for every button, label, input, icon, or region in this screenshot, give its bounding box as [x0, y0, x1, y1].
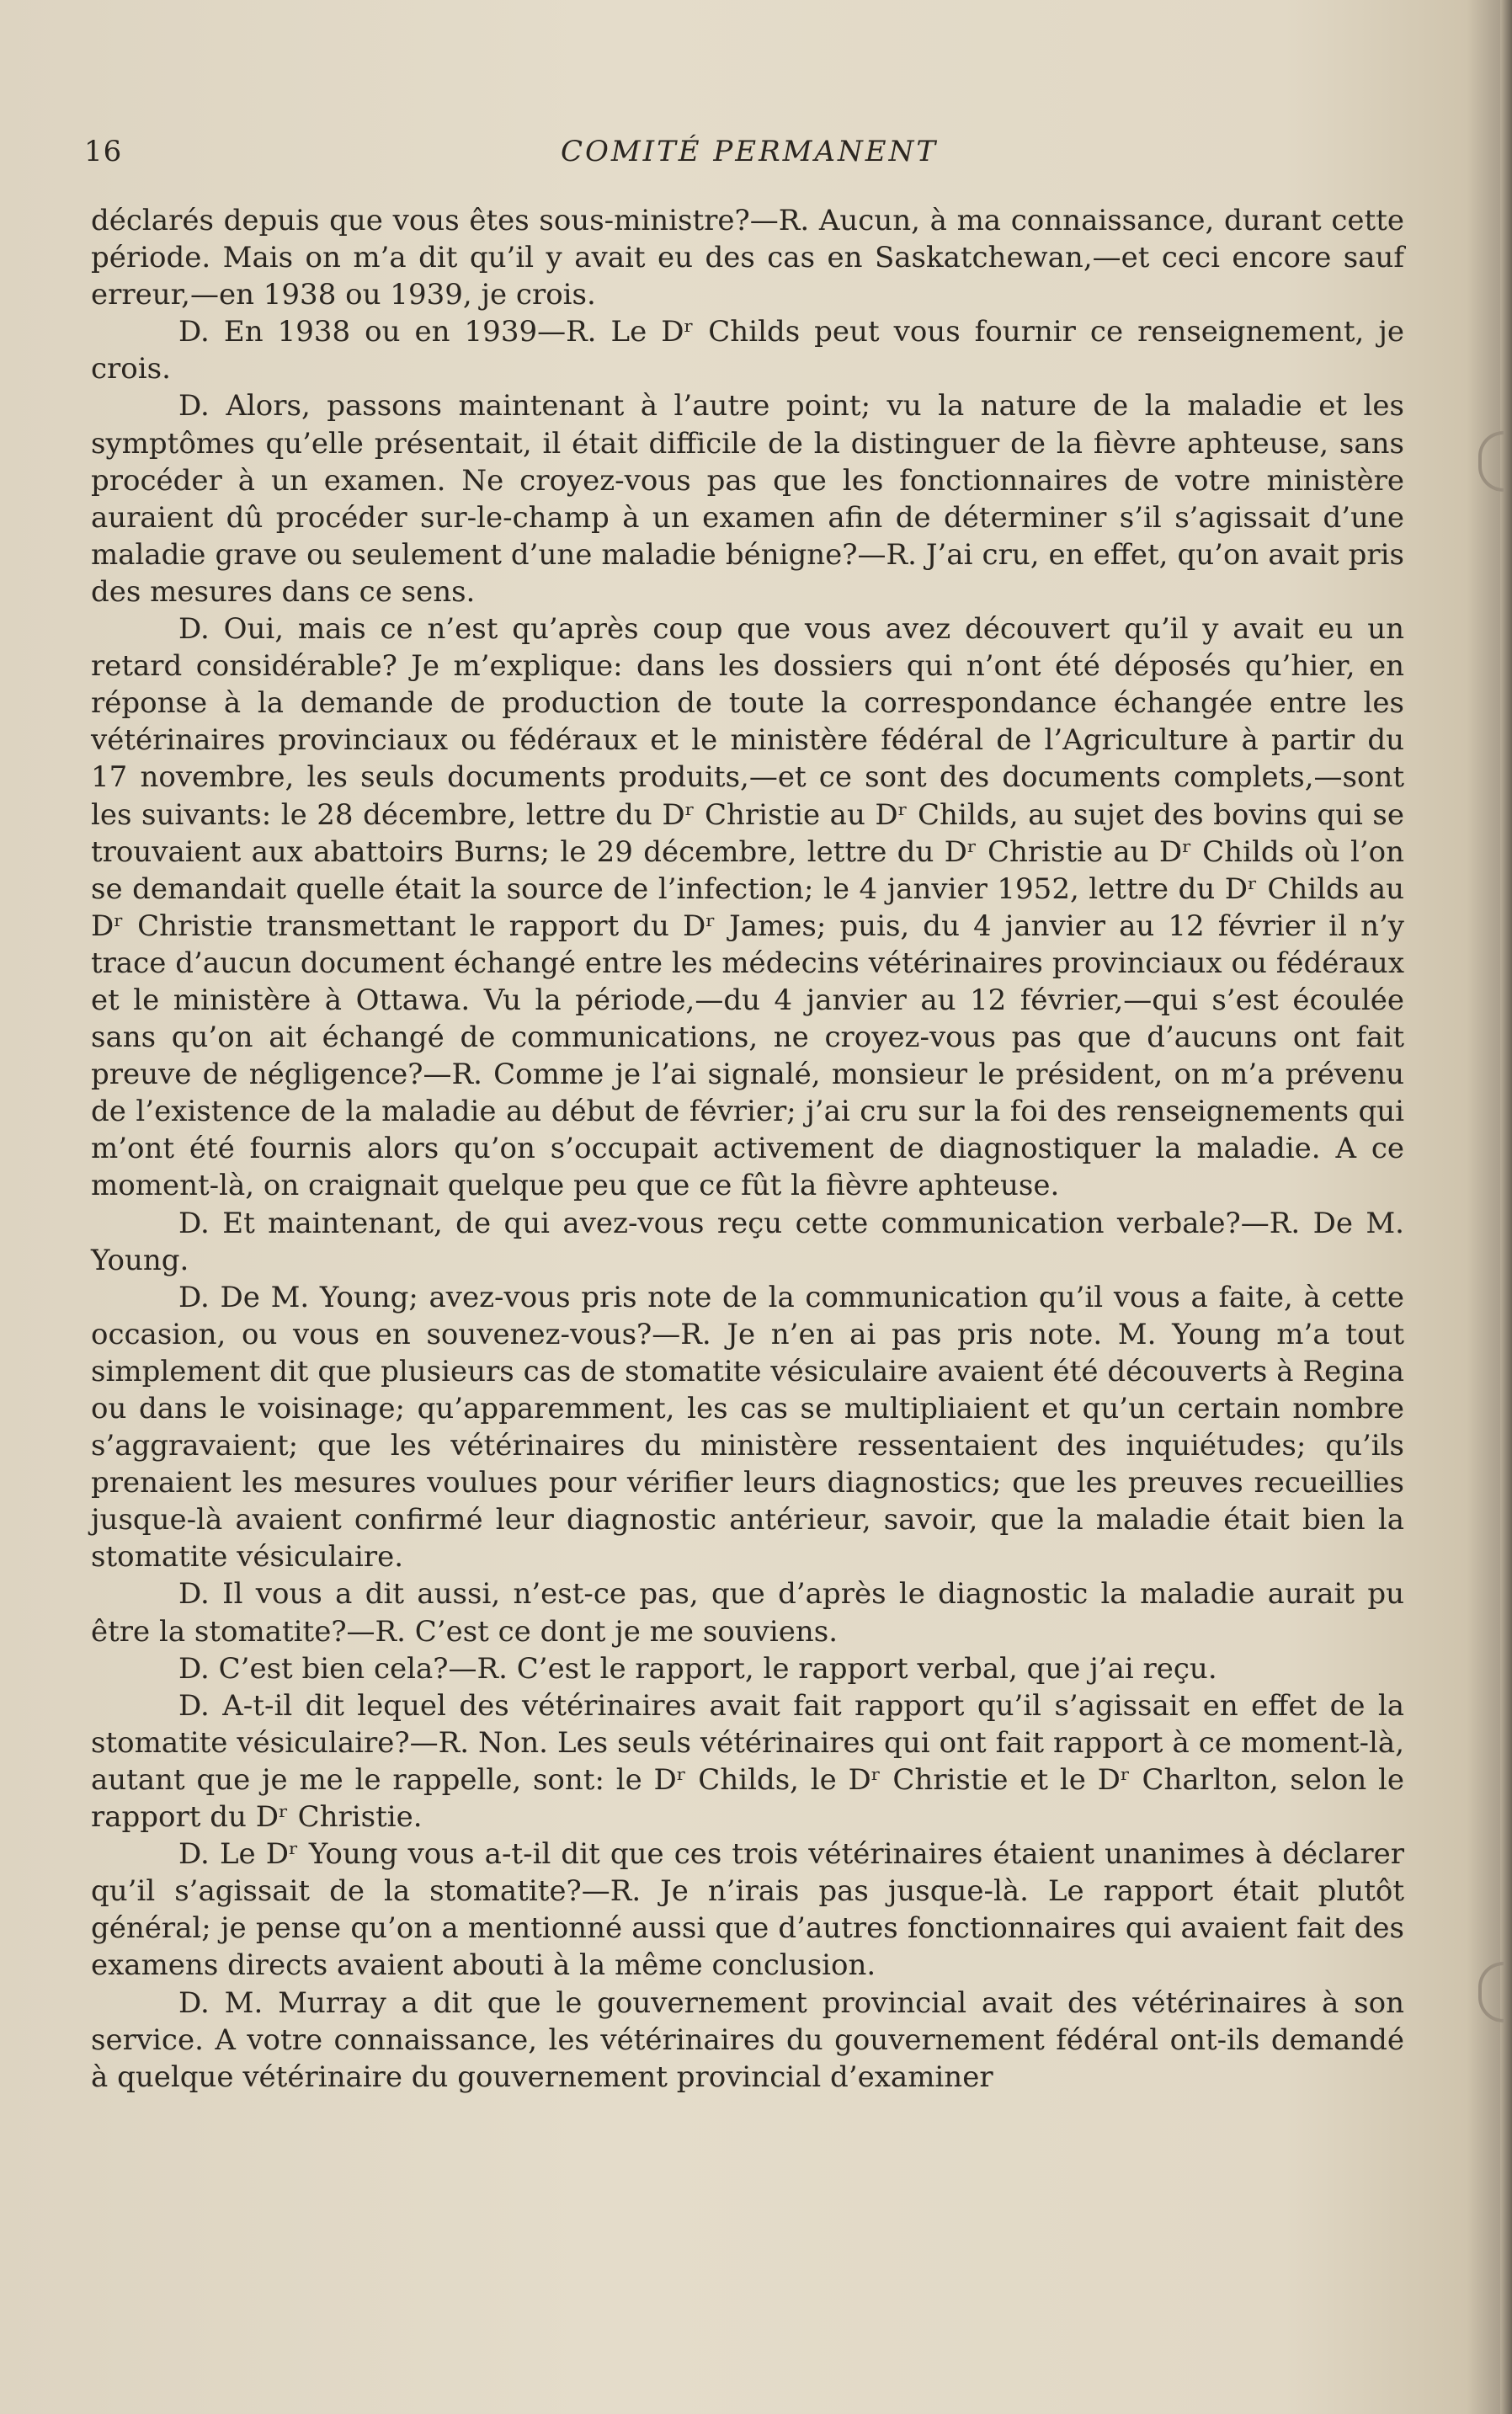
page-edge-shadow [1500, 0, 1512, 2414]
document-body [91, 202, 1404, 2096]
paragraph: D. C’est bien cela?—R. C’est le rapport, le rapport verbal, que j’ai reçu. [178, 1651, 1217, 1686]
running-title: COMITÉ PERMANENT [560, 135, 939, 168]
paragraph: D. Et maintenant, de qui avez-vous reçu cette communication verbale?—R. De M. Young. [91, 1206, 1404, 1277]
paragraph: déclarés depuis que vous êtes sous-ministre?—R. Aucun, à ma connaissance, durant cette période. Mais on m’a dit qu’il y avait eu des cas en Saskatchewan,—et ceci encore sauf erreur,—en 1938 ou 1939, je crois. [91, 204, 1404, 312]
paragraph: D. A-t-il dit lequel des vétérinaires avait fait rapport qu’il s’agissait en effet de la stomatite vésiculaire?—R. Non. Les seuls vétérinaires qui ont fait rapport à ce moment-là, autant que je me le rappelle, sont: le Dʳ Childs, le Dʳ Christie et le Dʳ Charlton, selon le rapport du Dʳ Christie. [91, 1688, 1404, 1835]
page-number: 16 [84, 135, 123, 168]
page-header [84, 135, 1414, 175]
paragraph: D. Le Dʳ Young vous a-t-il dit que ces trois vétérinaires étaient unanimes à déclarer qu’il s’agissait de la stomatite?—R. Je n’irais pas jusque-là. Le rapport était plutôt général; je pense qu’on a mentionné aussi que d’autres fonctionnaires qui avaient fait des examens directs avaient abouti à la même conclusion. [91, 1837, 1404, 1983]
paragraph: D. Alors, passons maintenant à l’autre point; vu la nature de la maladie et les symptômes qu’elle présentait, il était difficile de la distinguer de la fièvre aphteuse, sans procéder à un examen. Ne croyez-vous pas que les fonctionnaires de votre ministère auraient dû procéder sur-le-champ à un examen afin de déterminer s’il s’agissait d’une maladie grave ou seulement d’une maladie bénigne?—R. J’ai cru, en effet, qu’on avait pris des mesures dans ce sens. [91, 389, 1404, 609]
paragraph: D. En 1938 ou en 1939—R. Le Dʳ Childs peut vous fournir ce renseignement, je crois. [91, 315, 1404, 386]
paragraph: D. Oui, mais ce n’est qu’après coup que vous avez découvert qu’il y avait eu un retard considérable? Je m’explique: dans les dossiers qui n’ont été déposés qu’hier, en réponse à la demande de production de toute la correspondance échangée entre les vétérinaires provinciaux ou fédéraux et le ministère fédéral de l’Agriculture à partir du 17 novembre, les seuls documents produits,—et ce sont des documents complets,—sont les suivants: le 28 décembre, lettre du Dʳ Christie au Dʳ Childs, au sujet des bovins qui se trouvaient aux abattoirs Burns; le 29 décembre, lettre du Dʳ Christie au Dʳ Childs où l’on se demandait quelle était la source de l’infection; le 4 janvier 1952, lettre du Dʳ Childs au Dʳ Christie transmettant le rapport du Dʳ James; puis, du 4 janvier au 12 février il n’y trace d’aucun document échangé entre les médecins vétérinaires provinciaux ou fédéraux et le ministère à Ottawa. Vu la période,—du 4 janvier au 12 février,—qui s’est écoulée sans qu’on ait échangé de communications, ne croyez-vous pas que d’aucuns ont fait preuve de négligence?—R. Comme je l’ai signalé, monsieur le président, on m’a prévenu de l’existence de la maladie au début de février; j’ai cru sur la foi des renseignements qui m’ont été fournis alors qu’on s’occupait activement de diagnostiquer la maladie. A ce moment-là, on craignait quelque peu que ce fût la fièvre aphteuse. [91, 612, 1404, 1203]
paragraph: D. M. Murray a dit que le gouvernement provincial avait des vétérinaires à son service. A votre connaissance, les vétérinaires du gouvernement fédéral ont-ils demandé à quelque vétérinaire du gouvernement provincial d’examiner [91, 1985, 1404, 2094]
paragraph: D. Il vous a dit aussi, n’est-ce pas, que d’après le diagnostic la maladie aurait pu être la stomatite?—R. C’est ce dont je me souviens. [91, 1577, 1404, 1649]
paragraph: D. De M. Young; avez-vous pris note de la communication qu’il vous a faite, à cette occasion, ou vous en souvenez-vous?—R. Je n’en ai pas pris note. M. Young m’a tout simplement dit que plusieurs cas de stomatite vésiculaire avaient été découverts à Regina ou dans le voisinage; qu’apparemment, les cas se multipliaient et qu’un certain nombre s’aggravaient; que les vétérinaires du ministère ressentaient des inquiétudes; qu’ils prenaient les mesures voulues pour vérifier leurs diagnostics; que les preuves recueillies jusque-là avaient confirmé leur diagnostic antérieur, savoir, que la maladie était bien la stomatite vésiculaire. [91, 1280, 1404, 1575]
